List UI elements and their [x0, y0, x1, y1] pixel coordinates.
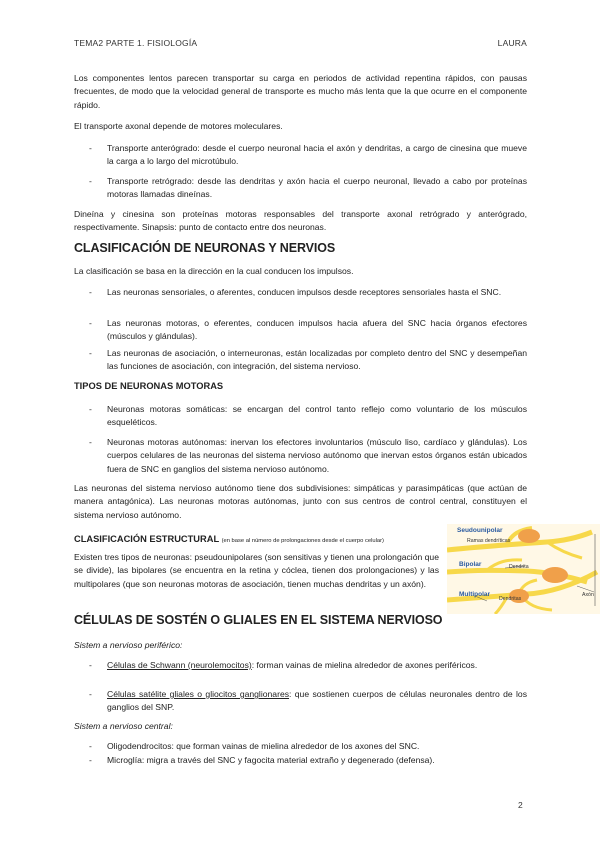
header-left: TEMA2 PARTE 1. FISIOLOGÍA	[74, 38, 198, 48]
label-multipolar: Multipolar	[459, 591, 491, 598]
bullet-text: Las neuronas de asociación, o interneuronas, están localizadas por completo dentro del SNC y desempeñan las funciones de asociación, con integración, del sistema nervioso.	[107, 348, 527, 372]
label-bipolar: Bipolar	[459, 561, 482, 568]
bullet-dash: -	[89, 741, 92, 751]
bullet-text: Neuronas motoras autónomas: inervan los efectores involuntarios (músculo liso, cardíaco y glándulas). Los cuerpos celulares de las neuronas del sistema nervioso autónomo que inervan estos órganos están ubicados fuera de SNC en ganglios del sistema nervioso autónomo.	[107, 437, 527, 474]
subheading-peripheral-text: Sistem a nervioso periférico	[74, 640, 181, 650]
bullet-dash: -	[89, 318, 92, 328]
term-satellite: Células satélite gliales o gliocitos ganglionares	[107, 689, 290, 699]
bullet-text	[107, 659, 527, 672]
bullet-dash: -	[89, 143, 92, 153]
subheading-peripheral: Sistem a nervioso periférico:	[74, 640, 183, 650]
bullet-text: Neuronas motoras somáticas: se encargan del control tanto reflejo como voluntario de los músculos esqueléticos.	[107, 404, 527, 428]
bullet-text: Las neuronas sensoriales, o aferentes, conducen impulsos desde receptores sensoriales hasta el SNC.	[107, 287, 502, 297]
bullet-text: Microglía: migra a través del SNC y fagocita material extraño y degenerado (defensa).	[107, 755, 435, 765]
bullet-dash: -	[89, 287, 92, 297]
paragraph-axonal-transport: El transporte axonal depende de motores moleculares.	[74, 121, 283, 131]
bullet-dash: -	[89, 348, 92, 358]
bullet-dash: -	[89, 404, 92, 414]
label-seudounipolar: Seudounipolar	[457, 527, 503, 534]
bullet-dash: -	[89, 689, 92, 699]
subheading-central-text: Sistem a nervioso central	[74, 721, 171, 731]
bullet-text: Transporte retrógrado: desde las dendritas y axón hacia el cuerpo neuronal, llevado a cabo por proteínas motoras llamadas dineínas.	[107, 176, 527, 200]
label-dendrita: Dendrita	[509, 564, 529, 570]
label-dendritas: Dendritas	[499, 596, 522, 602]
term-schwann-desc: : forman vainas de mielina alrededor de axones periféricos.	[251, 660, 478, 670]
bullet-dash: -	[89, 176, 92, 186]
bullet-text: Oligodendrocitos: que forman vainas de mielina alrededor de los axones del SNC.	[107, 741, 420, 751]
bullet-text: Transporte anterógrado: desde el cuerpo neuronal hacia el axón y dendritas, a cargo de cinesina que mueve la carga a lo largo del microtúbulo.	[107, 143, 527, 167]
heading-structural-text: CLASIFICACIÓN ESTRUCTURAL	[74, 534, 219, 544]
term-schwann: Células de Schwann (neurolemocitos)	[107, 660, 252, 670]
heading-structural	[74, 534, 384, 544]
heading-classification: CLASIFICACIÓN DE NEURONAS Y NERVIOS	[74, 241, 336, 255]
header-right: LAURA	[497, 38, 527, 48]
paragraph-neuron-types: Existen tres tipos de neuronas: pseudounipolares (son sensitivas y tienen una prolongación que se divide), las bipolares (se encuentra en la retina y cóclea, tienen dos prolongaciones) y las multipolares (que son neuronas motoras de asociación, tienen muchas dendritas y un axón).	[74, 552, 439, 589]
paragraph-dynein-kinesin: Dineína y cinesina son proteínas motoras responsables del transporte axonal retrógrado y anterógrado, respectivamente. Sinapsis: punto de contacto entre dos neuronas.	[74, 209, 527, 233]
paragraph-autonomic-subdivisions: Las neuronas del sistema nervioso autónomo tiene dos subdivisiones: simpáticas y parasimpáticas (que actúan de manera antagónica). Las neuronas motoras autónomas, junto con sus centros de control central, constituyen el sistema nervioso autónomo.	[74, 483, 527, 520]
label-ramas: Ramas dendríticas	[467, 538, 511, 544]
term-satellite-desc: : que sostienen cuerpos de células neuronales dentro de los ganglios del SNP.	[107, 689, 527, 713]
subheading-central: Sistem a nervioso central:	[74, 721, 173, 731]
neuron-types-figure	[447, 524, 600, 614]
bullet-dash: -	[89, 437, 92, 447]
paragraph-slow-components: Los componentes lentos parecen transportar su carga en periodos de actividad repentina rápidos, con pausas frecuentes, de modo que la velocidad general de transporte es mucho más lenta que la que ocurre en el componente rápido.	[74, 73, 527, 110]
bullet-dash: -	[89, 660, 92, 670]
neuron-types-illustration	[447, 524, 600, 614]
heading-glial-cells: CÉLULAS DE SOSTÉN O GLIALES EN EL SISTEMA NERVIOSO	[74, 613, 443, 627]
bullet-dash: -	[89, 755, 92, 765]
bullet-text: Las neuronas motoras, o eferentes, conducen impulsos hacia afuera del SNC hacia órganos efectores (músculos y glándulas).	[107, 318, 527, 342]
paragraph-classification-basis: La clasificación se basa en la dirección en la cual conducen los impulsos.	[74, 266, 354, 276]
heading-motor-types: TIPOS DE NEURONAS MOTORAS	[74, 381, 224, 391]
label-axon: Axón	[582, 592, 594, 598]
page-number: 2	[518, 800, 523, 810]
bullet-text	[107, 688, 527, 715]
heading-structural-note: (en base al número de prolongaciones desde el cuerpo celular)	[221, 538, 384, 544]
